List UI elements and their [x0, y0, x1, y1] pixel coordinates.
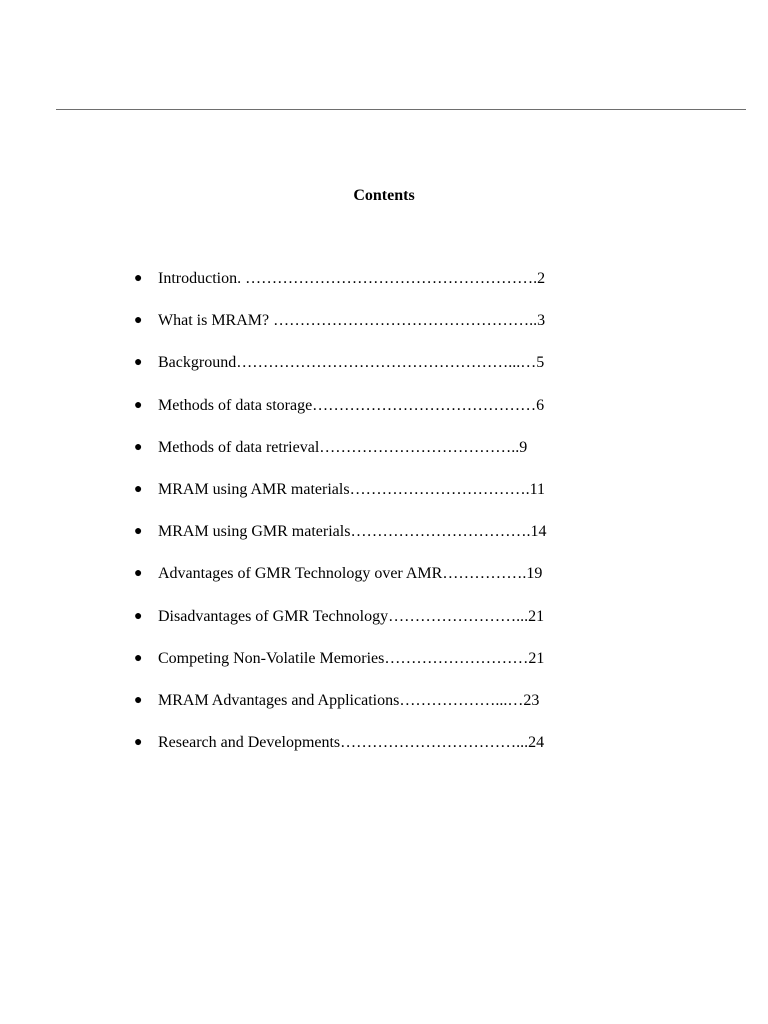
toc-entry-text: Methods of data retrieval………………………………..9 [158, 438, 528, 456]
bullet-icon: ● [134, 735, 143, 751]
header-rule [56, 109, 746, 110]
bullet-icon: ● [134, 355, 143, 371]
toc-entry-text: Disadvantages of GMR Technology……………………...21 [158, 607, 545, 625]
bullet-icon: ● [134, 397, 143, 413]
toc-entry-text: Introduction. ……………………………………………….2 [158, 270, 546, 287]
toc-entry-text: Background……………………………………………...…5 [158, 354, 545, 372]
bullet-icon: ● [134, 481, 143, 497]
toc-entry-text: Competing Non-Volatile Memories………………………21 [158, 649, 545, 667]
bullet-icon: ● [134, 439, 143, 455]
toc-entry-text: Research and Developments……………………………...24 [158, 734, 545, 752]
bullet-icon: ● [134, 692, 143, 708]
bullet-icon: ● [134, 650, 143, 666]
toc-entry-text: Methods of data storage……………………………………6 [158, 396, 545, 414]
toc-entry-text: Advantages of GMR Technology over AMR…………….19 [158, 565, 543, 583]
bullet-icon: ● [134, 271, 143, 286]
toc-entry-text: MRAM using GMR materials…………………………….14 [158, 523, 547, 541]
toc-entry-text: MRAM Advantages and Applications………………...…23 [158, 691, 540, 709]
bullet-icon: ● [134, 566, 143, 582]
bullet-icon: ● [134, 524, 143, 540]
bullet-icon: ● [134, 313, 143, 329]
toc-entry-text: What is MRAM? …………………………………………..3 [158, 312, 546, 330]
bullet-icon: ● [134, 608, 143, 624]
page-title: Contents [353, 187, 415, 204]
toc-entry-text: MRAM using AMR materials…………………………….11 [158, 480, 545, 498]
